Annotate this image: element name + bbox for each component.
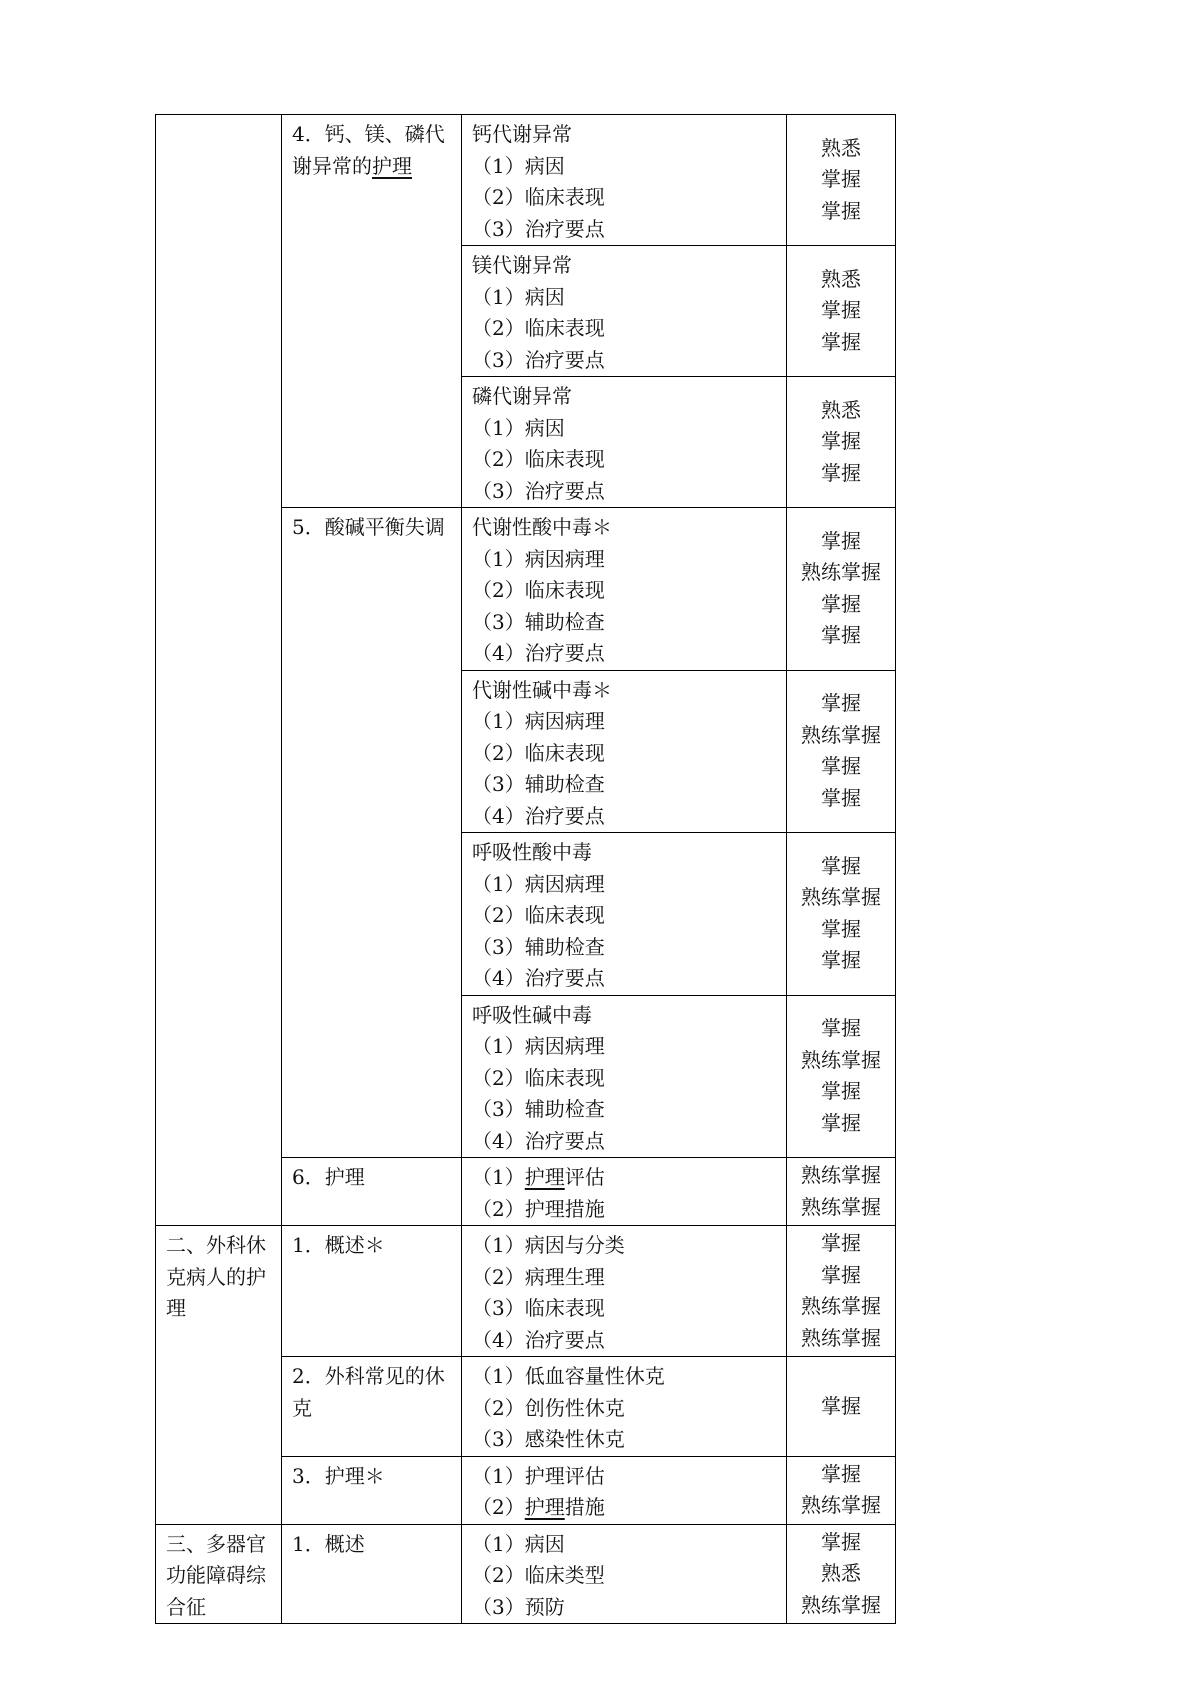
- content-line: [472, 706, 778, 738]
- text-run: （3）预防: [472, 1594, 565, 1619]
- level-label: 掌握: [821, 1262, 861, 1287]
- text-run: （3）辅助检查: [472, 609, 605, 634]
- level-label: 掌握: [821, 298, 861, 323]
- text-run: （2）临床表现: [472, 903, 605, 927]
- level-label: 熟悉: [821, 1561, 861, 1585]
- content-line: [472, 1031, 778, 1063]
- level-label: 掌握: [821, 1110, 861, 1135]
- text-run: （2）临床表现: [472, 316, 605, 340]
- syllabus-table: [155, 114, 896, 1624]
- content-line: [472, 1592, 778, 1624]
- content-cell: [462, 508, 787, 671]
- text-run: （3）临床表现: [472, 1296, 605, 1320]
- content-line: [472, 675, 778, 707]
- text-run: （1）病因病理: [472, 709, 605, 733]
- level-cell: [787, 1158, 896, 1226]
- table-row: [156, 115, 896, 246]
- text-run: （4）治疗要点: [472, 641, 605, 665]
- text-run: 6．护理: [292, 1165, 365, 1189]
- topic-title-cell: [282, 1226, 462, 1357]
- content-line: [472, 801, 778, 833]
- text-run: （1）病因: [472, 415, 565, 440]
- level-cell: [787, 995, 896, 1158]
- text-run: （1）病因: [472, 284, 565, 309]
- text-run: （1）病因: [472, 1531, 565, 1556]
- content-line: [472, 381, 778, 413]
- text-run: （4）治疗要点: [472, 803, 605, 828]
- text-run: （2）护理措施: [472, 1196, 605, 1221]
- level-cell: [787, 1357, 896, 1457]
- content-line: [472, 769, 778, 801]
- content-cell: [462, 115, 787, 246]
- topic-title-cell: [282, 115, 462, 508]
- content-cell: [462, 995, 787, 1158]
- table-row: [156, 1524, 896, 1624]
- content-line: [472, 1230, 778, 1262]
- underlined-term: 护理: [524, 1165, 565, 1189]
- section-title-cell: 三、多器官功能障碍综合征: [156, 1524, 282, 1624]
- level-label: 熟练掌握: [801, 885, 881, 910]
- level-label: 掌握: [821, 198, 861, 223]
- text-run: （4）治疗要点: [472, 1327, 605, 1352]
- content-line: [472, 413, 778, 445]
- content-line: [472, 151, 778, 183]
- content-line: [472, 638, 778, 670]
- content-line: [472, 963, 778, 995]
- content-line: [472, 1361, 778, 1393]
- topic-title-cell: [282, 1357, 462, 1457]
- level-cell: [787, 833, 896, 996]
- topic-title-cell: [282, 1456, 462, 1524]
- text-run: （3）辅助检查: [472, 934, 605, 959]
- text-run: （2）临床表现: [472, 740, 605, 765]
- content-line: [472, 900, 778, 932]
- section-title-cell: [156, 115, 282, 1226]
- level-label: 掌握: [821, 1231, 861, 1255]
- content-line: [472, 1262, 778, 1294]
- level-label: 掌握: [821, 528, 861, 553]
- text-run: （1）护理评估: [472, 1463, 605, 1488]
- level-label: 熟练掌握: [801, 1047, 881, 1072]
- topic-title-cell: [282, 1524, 462, 1624]
- level-cell: [787, 377, 896, 508]
- content-line: [472, 738, 778, 770]
- level-label: 掌握: [821, 785, 861, 810]
- content-cell: [462, 246, 787, 377]
- text-run: （3）治疗要点: [472, 478, 605, 503]
- text-run: （1）低血容量性休克: [472, 1364, 665, 1388]
- content-cell: [462, 377, 787, 508]
- level-cell: [787, 1524, 896, 1624]
- content-cell: [462, 1456, 787, 1524]
- text-run: （1）病因病理: [472, 871, 605, 896]
- syllabus-table-body: [156, 115, 896, 1624]
- text-run: （4）治疗要点: [472, 966, 605, 990]
- content-line: [472, 1293, 778, 1325]
- text-run: （2）临床表现: [472, 1065, 605, 1090]
- content-line: [472, 345, 778, 377]
- text-run: 措施: [564, 1495, 605, 1519]
- text-run: （2）临床表现: [472, 447, 605, 471]
- text-run: （3）治疗要点: [472, 216, 605, 241]
- table-row: [156, 1226, 896, 1357]
- level-label: 熟练掌握: [801, 560, 881, 585]
- level-label: 熟练掌握: [801, 1493, 881, 1517]
- content-line: [472, 1126, 778, 1158]
- content-line: [472, 1000, 778, 1032]
- content-line: [472, 1094, 778, 1126]
- content-line: [472, 1529, 778, 1561]
- level-label: 熟悉: [821, 266, 861, 291]
- level-label: 掌握: [821, 429, 861, 454]
- content-line: [472, 1461, 778, 1493]
- level-label: 掌握: [821, 167, 861, 192]
- text-run: 2．外科常见的休克: [292, 1364, 445, 1420]
- text-run: 代谢性碱中毒＊: [472, 677, 612, 702]
- content-cell: [462, 1357, 787, 1457]
- content-line: [472, 512, 778, 544]
- level-label: 掌握: [821, 1529, 861, 1554]
- content-line: [472, 1063, 778, 1095]
- content-line: [472, 313, 778, 345]
- text-run: 1．概述: [292, 1531, 365, 1556]
- text-run: （3）辅助检查: [472, 1097, 605, 1121]
- level-label: 熟练掌握: [801, 1163, 881, 1187]
- content-line: [472, 1325, 778, 1357]
- level-label: 掌握: [821, 460, 861, 485]
- section-title-cell: 二、外科休克病人的护理: [156, 1226, 282, 1525]
- content-line: [472, 869, 778, 901]
- level-label: 掌握: [821, 691, 861, 716]
- content-line: [472, 1194, 778, 1226]
- text-run: （1）病因病理: [472, 1034, 605, 1058]
- text-run: （3）感染性休克: [472, 1427, 625, 1451]
- text-run: 呼吸性碱中毒: [472, 1002, 592, 1027]
- text-run: （2）: [472, 1495, 525, 1519]
- level-cell: [787, 115, 896, 246]
- text-run: （3）治疗要点: [472, 347, 605, 372]
- underlined-term: 护理: [372, 153, 412, 178]
- content-line: [472, 182, 778, 214]
- level-label: 熟练掌握: [801, 722, 881, 747]
- content-cell: [462, 833, 787, 996]
- level-cell: [787, 246, 896, 377]
- level-label: 掌握: [821, 623, 861, 648]
- content-line: [472, 837, 778, 869]
- text-run: 磷代谢异常: [472, 384, 572, 408]
- level-label: 掌握: [821, 916, 861, 941]
- text-run: （2）临床类型: [472, 1563, 605, 1587]
- text-run: （2）临床表现: [472, 185, 605, 209]
- content-cell: [462, 1524, 787, 1624]
- text-run: （1）病因病理: [472, 546, 605, 571]
- level-label: 掌握: [821, 948, 861, 973]
- level-label: 掌握: [821, 1393, 861, 1418]
- text-run: （2）创伤性休克: [472, 1395, 625, 1420]
- level-label: 熟练掌握: [801, 1194, 881, 1219]
- level-label: 掌握: [821, 1461, 861, 1486]
- level-label: 掌握: [821, 1016, 861, 1041]
- topic-title-cell: [282, 1158, 462, 1226]
- level-label: 掌握: [821, 1079, 861, 1104]
- level-label: 熟悉: [821, 135, 861, 160]
- text-run: 3．护理＊: [292, 1463, 385, 1488]
- text-run: （2）病理生理: [472, 1264, 605, 1289]
- text-run: （3）辅助检查: [472, 772, 605, 796]
- content-cell: [462, 1226, 787, 1357]
- level-cell: [787, 670, 896, 833]
- level-label: 熟练掌握: [801, 1294, 881, 1318]
- text-run: 1．概述＊: [292, 1233, 385, 1257]
- text-run: 呼吸性酸中毒: [472, 840, 592, 864]
- content-line: [472, 214, 778, 246]
- content-line: [472, 575, 778, 607]
- text-run: （4）治疗要点: [472, 1128, 605, 1153]
- content-line: [472, 444, 778, 476]
- content-line: [472, 1492, 778, 1524]
- content-line: [472, 1393, 778, 1425]
- text-run: 代谢性酸中毒＊: [472, 515, 612, 539]
- text-run: 镁代谢异常: [472, 253, 572, 277]
- content-line: [472, 1560, 778, 1592]
- content-line: [472, 1424, 778, 1456]
- level-cell: [787, 1226, 896, 1357]
- level-label: 熟练掌握: [801, 1592, 881, 1617]
- content-line: [472, 119, 778, 151]
- content-cell: [462, 670, 787, 833]
- level-label: 掌握: [821, 329, 861, 354]
- level-label: 掌握: [821, 591, 861, 616]
- level-label: 掌握: [821, 853, 861, 878]
- content-line: [472, 607, 778, 639]
- content-line: [472, 250, 778, 282]
- text-run: （1）病因: [472, 153, 565, 178]
- level-label: 掌握: [821, 754, 861, 779]
- content-line: [472, 282, 778, 314]
- level-cell: [787, 508, 896, 671]
- level-cell: [787, 1456, 896, 1524]
- text-run: 评估: [564, 1165, 605, 1189]
- underlined-term: 护理: [524, 1495, 565, 1519]
- text-run: （1）病因与分类: [472, 1233, 625, 1257]
- topic-title-cell: [282, 508, 462, 1158]
- content-cell: [462, 1158, 787, 1226]
- content-line: [472, 932, 778, 964]
- text-run: 钙代谢异常: [472, 122, 572, 146]
- content-line: [472, 476, 778, 508]
- level-label: 熟练掌握: [801, 1325, 881, 1350]
- text-run: （2）临床表现: [472, 578, 605, 602]
- text-run: （1）: [472, 1165, 525, 1189]
- text-run: 5．酸碱平衡失调: [292, 515, 445, 539]
- level-label: 熟悉: [821, 397, 861, 422]
- text-run: 4．钙、镁、磷代谢异常的: [292, 122, 445, 178]
- content-line: [472, 544, 778, 576]
- content-line: [472, 1162, 778, 1194]
